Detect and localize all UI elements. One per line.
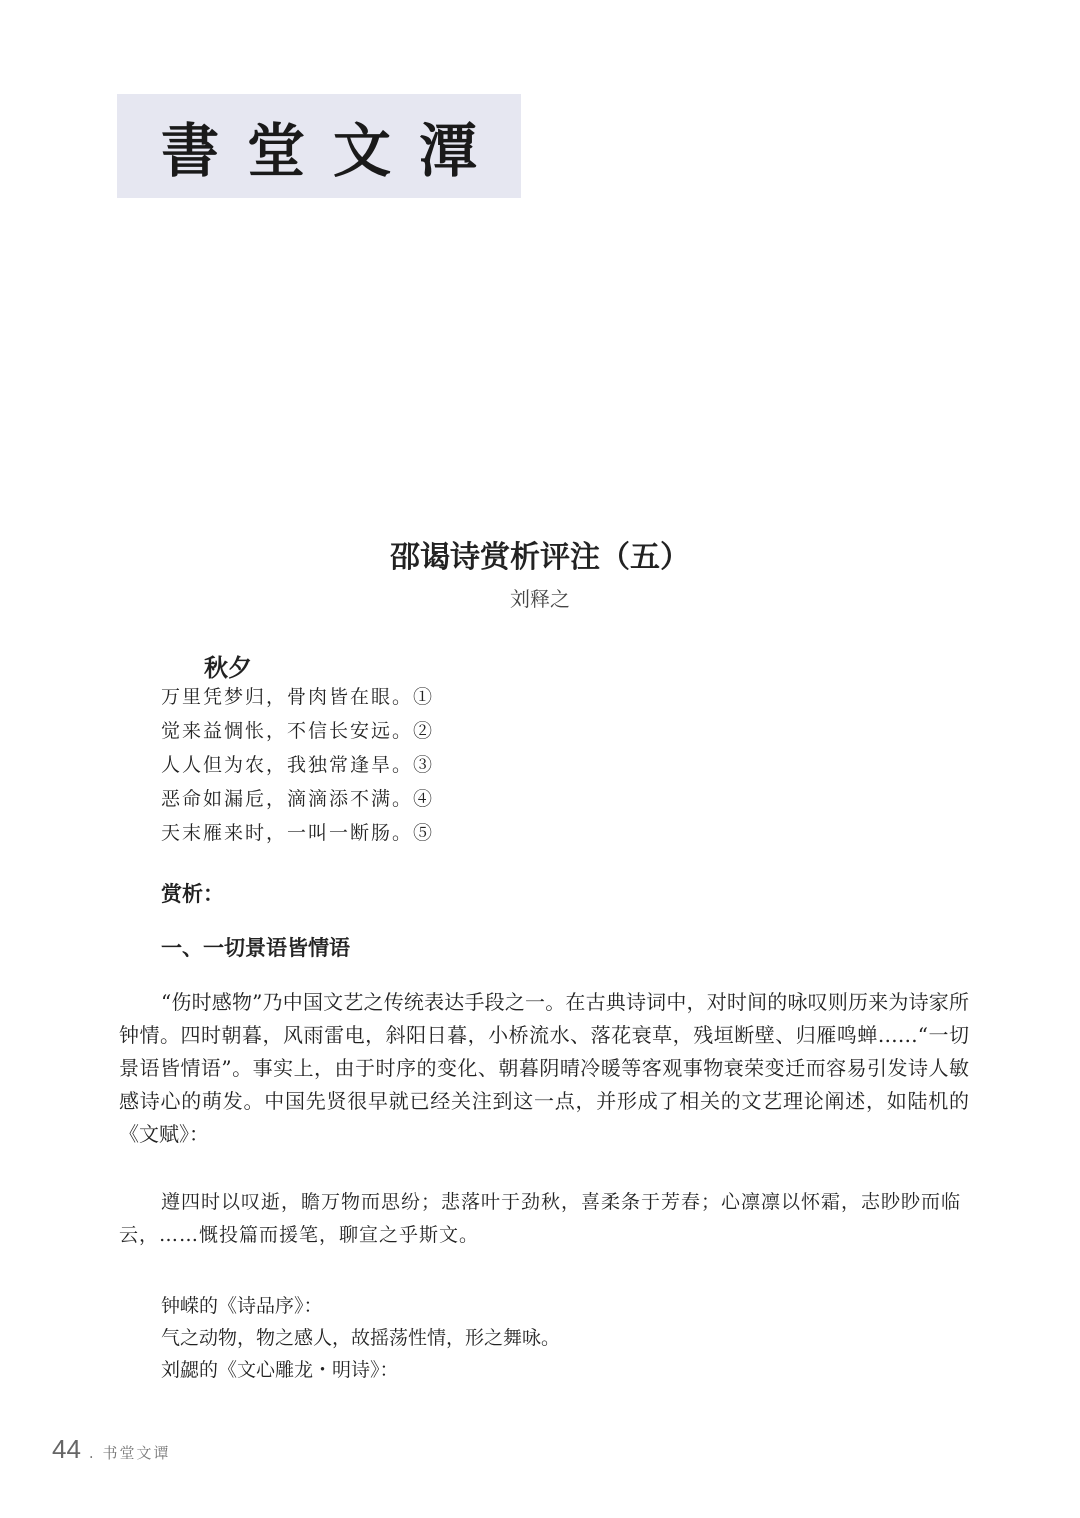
poem-line: 恶命如漏卮，滴滴添不满。④ <box>161 788 435 810</box>
page-footer <box>52 1434 170 1465</box>
appreciation-label: 赏析： <box>161 881 224 906</box>
poem-line: 天末雁来时，一叫一断肠。⑤ <box>161 822 435 844</box>
page-number: 44 <box>52 1434 81 1464</box>
poem-body <box>161 680 434 850</box>
footer-label: . 书堂文谭 <box>88 1444 171 1462</box>
quotation-line: 气之动物，物之感人，故摇荡性情，形之舞咏。 <box>161 1327 561 1349</box>
citation-line: 钟嵘的《诗品序》： <box>161 1295 323 1317</box>
banner-title: 書堂文潭 <box>161 117 506 185</box>
article-title: 邵谒诗赏析评注（五） <box>390 540 690 575</box>
citation-line: 刘勰的《文心雕龙・明诗》： <box>161 1359 399 1381</box>
body-paragraph: “伤时感物”乃中国文艺之传统表达手段之一。在古典诗词中，对时间的咏叹则历来为诗家所钟情。四时朝暮，风雨雷电，斜阳日暮，小桥流水、落花衰草，残垣断壁、归雁鸣蝉……“一切景语皆情语”。事实上，由于时序的变化、朝暮阴晴冷暖等客观事物衰荣变迁而容易引发诗人敏感诗心的萌发。中国先贤很早就已经关注到这一点，并形成了相关的文艺理论阐述，如陆机的《文赋》： <box>119 990 969 1146</box>
poem-title: 秋夕 <box>204 653 252 682</box>
article-author: 刘释之 <box>510 587 570 611</box>
section-heading: 一、一切景语皆情语 <box>161 935 350 960</box>
poem-line: 人人但为农，我独常逢旱。③ <box>161 754 435 776</box>
quotation: 遵四时以叹逝，瞻万物而思纷；悲落叶于劲秋，喜柔条于芳春；心凛凛以怀霜，志眇眇而临云，……慨投篇而援笔，聊宣之乎斯文。 <box>119 1191 962 1246</box>
poem-line: 觉来益惆怅，不信长安远。② <box>161 720 435 742</box>
poem-line: 万里凭梦归，骨肉皆在眼。① <box>161 686 435 708</box>
header-banner <box>117 94 521 198</box>
